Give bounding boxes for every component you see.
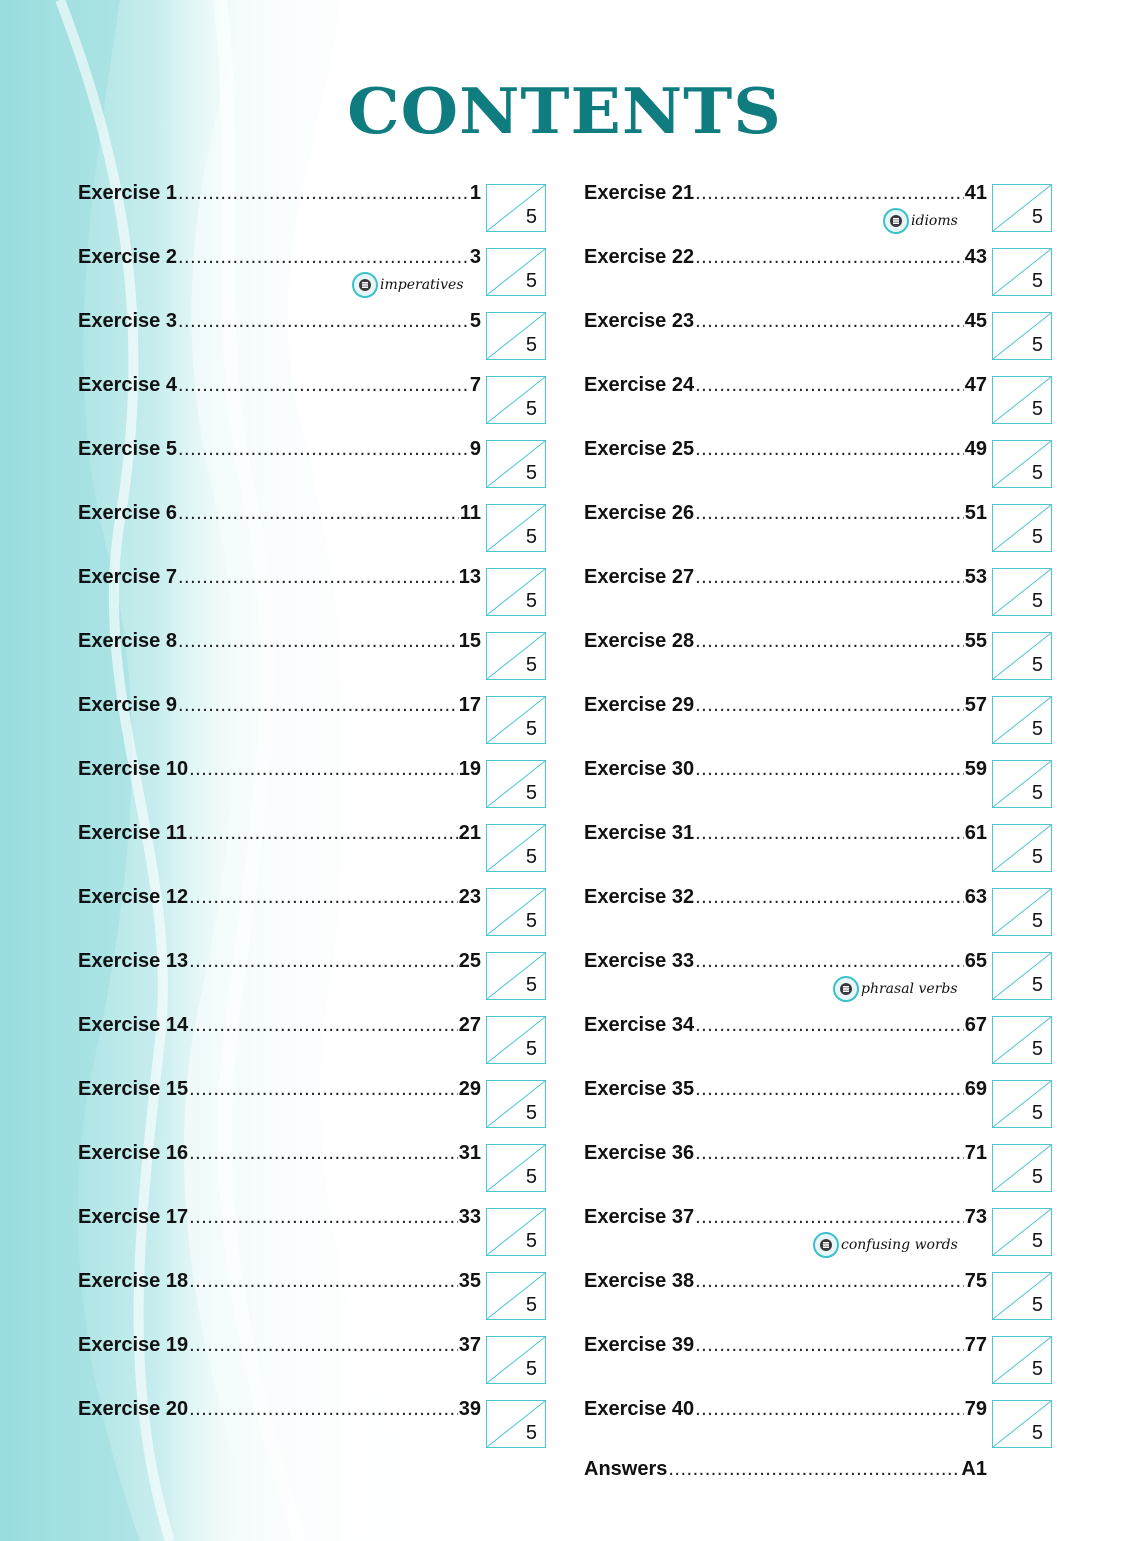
score-max: 5	[1031, 654, 1043, 676]
toc-entry-title: Exercise 27	[584, 566, 695, 588]
toc-entry-row	[78, 948, 481, 974]
dot-leader	[668, 1456, 960, 1482]
score-box[interactable]	[486, 1400, 546, 1448]
dot-leader	[178, 628, 458, 654]
toc-entry-title: Exercise 22	[584, 246, 695, 268]
score-max: 5	[1031, 1166, 1043, 1188]
toc-entry-page: 79	[964, 1398, 987, 1420]
toc-entry-row	[78, 820, 481, 846]
score-box[interactable]	[486, 504, 546, 552]
score-max: 5	[525, 1230, 537, 1252]
toc-entry-title: Exercise 1	[78, 182, 177, 204]
score-max: 5	[1031, 526, 1043, 548]
score-max: 5	[1031, 1102, 1043, 1124]
dot-leader	[695, 308, 964, 334]
dot-leader	[178, 180, 469, 206]
toc-entry-page: 19	[458, 758, 481, 780]
toc-entry-title: Exercise 34	[584, 1014, 695, 1036]
toc-entry-row	[584, 1076, 987, 1102]
toc-entry-title: Exercise 33	[584, 950, 695, 972]
score-max: 5	[525, 1038, 537, 1060]
toc-entry-title: Exercise 39	[584, 1334, 695, 1356]
score-max: 5	[1031, 782, 1043, 804]
toc-entry-row	[78, 628, 481, 654]
toc-entry-page: 33	[458, 1206, 481, 1228]
toc-entry-row	[78, 1012, 481, 1038]
dot-leader	[695, 372, 964, 398]
toc-entry-row	[584, 820, 987, 846]
toc-entry-page: 3	[469, 246, 481, 268]
score-max: 5	[1031, 1230, 1043, 1252]
score-box[interactable]	[992, 504, 1052, 552]
dot-leader	[695, 436, 964, 462]
score-box[interactable]	[486, 1336, 546, 1384]
score-max: 5	[1031, 1294, 1043, 1316]
toc-entry-row	[78, 180, 481, 206]
info-badge-icon	[883, 208, 909, 234]
score-box[interactable]	[992, 696, 1052, 744]
toc-entry-page: 25	[458, 950, 481, 972]
toc-entry-title: Exercise 14	[78, 1014, 189, 1036]
score-box[interactable]	[486, 888, 546, 936]
toc-entry-row	[584, 1204, 987, 1230]
score-max: 5	[525, 910, 537, 932]
grammar-tag	[352, 272, 464, 298]
score-box[interactable]	[486, 952, 546, 1000]
toc-entry-page: 15	[458, 630, 481, 652]
toc-entry-title: Exercise 38	[584, 1270, 695, 1292]
score-max: 5	[1031, 974, 1043, 996]
score-box[interactable]	[992, 824, 1052, 872]
dot-leader	[695, 1204, 964, 1230]
toc-entry-title: Exercise 2	[78, 246, 177, 268]
toc-entry-page: 13	[458, 566, 481, 588]
score-max: 5	[1031, 718, 1043, 740]
toc-entry-title: Exercise 37	[584, 1206, 695, 1228]
dot-leader	[695, 564, 964, 590]
toc-entry-row	[584, 692, 987, 718]
score-box[interactable]	[486, 1208, 546, 1256]
toc-entry-row	[78, 1204, 481, 1230]
grammar-tag-label: idioms	[911, 213, 958, 229]
toc-entry-row	[78, 1268, 481, 1294]
toc-entry-title: Exercise 9	[78, 694, 177, 716]
toc-entry-row	[584, 1456, 987, 1482]
score-box[interactable]	[486, 1080, 546, 1128]
toc-entry-page: 57	[964, 694, 987, 716]
score-box[interactable]	[486, 1272, 546, 1320]
dot-leader	[178, 372, 469, 398]
score-box[interactable]	[992, 312, 1052, 360]
toc-entry-title: Exercise 25	[584, 438, 695, 460]
grammar-tag	[833, 976, 958, 1002]
toc-entry-page: 17	[458, 694, 481, 716]
score-max: 5	[1031, 1422, 1043, 1444]
dot-leader	[695, 1396, 964, 1422]
toc-entry-title: Exercise 24	[584, 374, 695, 396]
toc-entry-page: 29	[458, 1078, 481, 1100]
toc-entry-title: Exercise 32	[584, 886, 695, 908]
score-max: 5	[1031, 206, 1043, 228]
score-box[interactable]	[992, 1400, 1052, 1448]
score-box[interactable]	[992, 568, 1052, 616]
toc-entry-row	[78, 500, 481, 526]
score-max: 5	[525, 270, 537, 292]
toc-entry-page: 7	[469, 374, 481, 396]
toc-entry-row	[78, 1332, 481, 1358]
toc-entry-row	[584, 1268, 987, 1294]
dot-leader	[695, 244, 964, 270]
toc-entry-title: Exercise 30	[584, 758, 695, 780]
toc-entry-row	[78, 244, 481, 270]
toc-entry-row	[78, 692, 481, 718]
score-max: 5	[1031, 910, 1043, 932]
toc-entry-page: 37	[458, 1334, 481, 1356]
dot-leader	[178, 564, 458, 590]
toc-entry-row	[584, 308, 987, 334]
toc-entry-row	[584, 436, 987, 462]
score-box[interactable]	[486, 1144, 546, 1192]
toc-entry-page: 51	[964, 502, 987, 524]
toc-entry-page: 69	[964, 1078, 987, 1100]
score-box[interactable]	[486, 760, 546, 808]
toc-entry-title: Exercise 7	[78, 566, 177, 588]
toc-entry-title: Exercise 5	[78, 438, 177, 460]
dot-leader	[189, 1140, 458, 1166]
toc-entry-page: 21	[458, 822, 481, 844]
grammar-tag-label: confusing words	[841, 1237, 958, 1253]
dot-leader	[695, 884, 964, 910]
score-box[interactable]	[992, 1080, 1052, 1128]
toc-entry-page: 5	[469, 310, 481, 332]
score-max: 5	[1031, 1358, 1043, 1380]
score-box[interactable]	[992, 632, 1052, 680]
toc-entry-page: 31	[458, 1142, 481, 1164]
info-badge-icon	[833, 976, 859, 1002]
toc-entry-page: 59	[964, 758, 987, 780]
dot-leader	[695, 948, 964, 974]
score-max: 5	[1031, 334, 1043, 356]
toc-entry-row	[584, 884, 987, 910]
dot-leader	[695, 180, 964, 206]
dot-leader	[189, 948, 458, 974]
toc-entry-page: 43	[964, 246, 987, 268]
dot-leader	[178, 244, 469, 270]
score-box[interactable]	[486, 632, 546, 680]
grammar-tag	[883, 208, 958, 234]
score-max: 5	[525, 718, 537, 740]
toc-entry-title: Exercise 31	[584, 822, 695, 844]
score-max: 5	[525, 1166, 537, 1188]
toc-entry-title: Exercise 11	[78, 822, 187, 844]
toc-entry-page: 45	[964, 310, 987, 332]
toc-entry-row	[584, 500, 987, 526]
toc-entry-page: 71	[964, 1142, 987, 1164]
score-max: 5	[1031, 270, 1043, 292]
dot-leader	[695, 1332, 964, 1358]
toc-entry-title: Exercise 20	[78, 1398, 189, 1420]
toc-entry-row	[584, 180, 987, 206]
dot-leader	[695, 820, 964, 846]
dot-leader	[695, 756, 964, 782]
grammar-tag-label: phrasal verbs	[861, 981, 958, 997]
score-box[interactable]	[992, 1336, 1052, 1384]
score-max: 5	[1031, 398, 1043, 420]
toc-entry-row	[78, 564, 481, 590]
score-max: 5	[1031, 462, 1043, 484]
toc-entry-title: Exercise 17	[78, 1206, 189, 1228]
score-max: 5	[525, 1102, 537, 1124]
score-max: 5	[525, 398, 537, 420]
dot-leader	[695, 1268, 964, 1294]
toc-entry-title: Exercise 15	[78, 1078, 189, 1100]
score-max: 5	[525, 1294, 537, 1316]
score-max: 5	[525, 462, 537, 484]
toc-entry-page: 23	[458, 886, 481, 908]
dot-leader	[695, 692, 964, 718]
dot-leader	[695, 1140, 964, 1166]
dot-leader	[695, 1076, 964, 1102]
dot-leader	[189, 1204, 458, 1230]
info-badge-icon	[813, 1232, 839, 1258]
score-max: 5	[525, 526, 537, 548]
dot-leader	[189, 1332, 458, 1358]
score-box[interactable]	[486, 312, 546, 360]
toc-entry-page: 75	[964, 1270, 987, 1292]
score-max: 5	[525, 974, 537, 996]
toc-entry-row	[78, 372, 481, 398]
toc-entry-row	[78, 756, 481, 782]
score-box[interactable]	[486, 568, 546, 616]
toc-entry-title: Exercise 19	[78, 1334, 189, 1356]
score-box[interactable]	[992, 184, 1052, 232]
toc-entry-row	[584, 756, 987, 782]
score-box[interactable]	[992, 440, 1052, 488]
toc-entry-title: Exercise 35	[584, 1078, 695, 1100]
toc-entry-title: Exercise 28	[584, 630, 695, 652]
toc-entry-page: 61	[964, 822, 987, 844]
score-box[interactable]	[486, 824, 546, 872]
toc-entry-title: Exercise 40	[584, 1398, 695, 1420]
score-max: 5	[525, 654, 537, 676]
score-box[interactable]	[992, 376, 1052, 424]
dot-leader	[188, 820, 458, 846]
toc-entry-row	[584, 564, 987, 590]
score-max: 5	[525, 846, 537, 868]
toc-entry-row	[78, 1396, 481, 1422]
dot-leader	[189, 1268, 458, 1294]
toc-entry-page: 41	[964, 182, 987, 204]
score-box[interactable]	[992, 1272, 1052, 1320]
toc-entry-row	[584, 372, 987, 398]
grammar-tag	[813, 1232, 958, 1258]
dot-leader	[189, 756, 458, 782]
grammar-tag-label: imperatives	[380, 277, 464, 293]
toc-entry-title: Exercise 13	[78, 950, 189, 972]
toc-entry-title: Exercise 29	[584, 694, 695, 716]
score-box[interactable]	[992, 248, 1052, 296]
toc-entry-row	[584, 1332, 987, 1358]
dot-leader	[189, 1076, 458, 1102]
dot-leader	[189, 1012, 458, 1038]
toc-entry-row	[78, 1140, 481, 1166]
toc-entry-row	[584, 628, 987, 654]
score-box[interactable]	[992, 760, 1052, 808]
score-box[interactable]	[992, 1208, 1052, 1256]
score-box[interactable]	[486, 440, 546, 488]
toc-entry-page: 1	[469, 182, 481, 204]
score-box[interactable]	[992, 952, 1052, 1000]
toc-entry-page: 55	[964, 630, 987, 652]
toc-entry-title: Exercise 12	[78, 886, 189, 908]
score-box[interactable]	[992, 1144, 1052, 1192]
toc-entry-title: Exercise 18	[78, 1270, 189, 1292]
info-badge-icon	[352, 272, 378, 298]
score-box[interactable]	[486, 696, 546, 744]
toc-entry-title: Exercise 26	[584, 502, 695, 524]
score-max: 5	[1031, 590, 1043, 612]
dot-leader	[178, 436, 469, 462]
score-max: 5	[525, 334, 537, 356]
toc-entry-title: Exercise 23	[584, 310, 695, 332]
toc-entry-page: 35	[458, 1270, 481, 1292]
score-max: 5	[525, 206, 537, 228]
score-max: 5	[525, 782, 537, 804]
score-max: 5	[525, 590, 537, 612]
dot-leader	[695, 1012, 964, 1038]
toc-entry-row	[78, 884, 481, 910]
toc-entry-page: 27	[458, 1014, 481, 1036]
toc-entry-page: 67	[964, 1014, 987, 1036]
toc-entry-page: 73	[964, 1206, 987, 1228]
dot-leader	[695, 500, 964, 526]
toc-entry-page: 65	[964, 950, 987, 972]
score-max: 5	[1031, 1038, 1043, 1060]
dot-leader	[178, 308, 469, 334]
score-max: 5	[1031, 846, 1043, 868]
toc-entry-row	[584, 1140, 987, 1166]
dot-leader	[189, 1396, 458, 1422]
toc-entry-row	[78, 308, 481, 334]
toc-entry-row	[584, 948, 987, 974]
dot-leader	[178, 692, 458, 718]
dot-leader	[178, 500, 459, 526]
toc-entry-row	[78, 1076, 481, 1102]
toc-entry-page: 63	[964, 886, 987, 908]
dot-leader	[695, 628, 964, 654]
toc-entry-title: Answers	[584, 1458, 668, 1480]
toc-entry-title: Exercise 3	[78, 310, 177, 332]
score-box[interactable]	[486, 376, 546, 424]
toc-entry-title: Exercise 10	[78, 758, 189, 780]
score-box[interactable]	[486, 1016, 546, 1064]
toc-entry-title: Exercise 4	[78, 374, 177, 396]
score-box[interactable]	[486, 248, 546, 296]
score-max: 5	[525, 1422, 537, 1444]
score-max: 5	[525, 1358, 537, 1380]
toc-entry-row	[584, 1396, 987, 1422]
score-box[interactable]	[992, 888, 1052, 936]
page-title: CONTENTS	[347, 73, 782, 149]
toc-entry-page: 47	[964, 374, 987, 396]
toc-entry-title: Exercise 6	[78, 502, 177, 524]
toc-entry-page: 53	[964, 566, 987, 588]
score-box[interactable]	[486, 184, 546, 232]
toc-entry-title: Exercise 21	[584, 182, 695, 204]
toc-entry-title: Exercise 36	[584, 1142, 695, 1164]
toc-entry-page: A1	[961, 1458, 987, 1480]
toc-entry-page: 49	[964, 438, 987, 460]
toc-entry-page: 77	[964, 1334, 987, 1356]
score-box[interactable]	[992, 1016, 1052, 1064]
toc-entry-page: 11	[459, 502, 481, 524]
toc-entry-row	[78, 436, 481, 462]
toc-entry-row	[584, 1012, 987, 1038]
toc-entry-page: 9	[469, 438, 481, 460]
toc-entry-title: Exercise 8	[78, 630, 177, 652]
dot-leader	[189, 884, 458, 910]
toc-entry-title: Exercise 16	[78, 1142, 189, 1164]
toc-entry-row	[584, 244, 987, 270]
toc-entry-page: 39	[458, 1398, 481, 1420]
